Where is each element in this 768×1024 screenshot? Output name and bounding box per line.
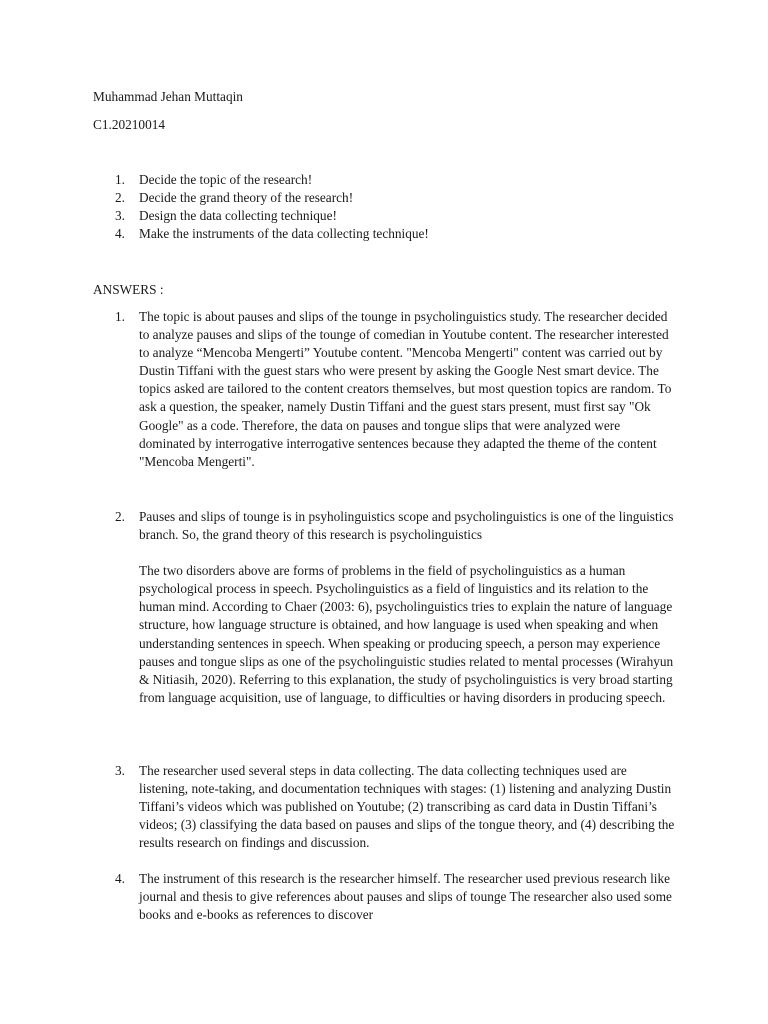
answer-item <box>93 508 683 707</box>
answer-paragraph: The two disorders above are forms of problems in the field of psycholinguistics as a human psychological process in speech. Psycholinguistics as a field of linguistics and its relation to the human mind. According to Chaer (2003: 6), psycholinguistics tries to explain the nature of language structure, how language structure is obtained, and how language is used when speaking and when understanding sentences in speech. When speaking or producing speech, a person may experience pauses and tongue slips as one of the psycholinguistic studies related to mental processes (Wirahyun & Nitiasih, 2020). Referring to this explanation, the study of psycholinguistics is very broad starting from language acquisition, use of language, to difficulties or having disorders in producing speech. <box>139 563 674 705</box>
student-id: C1.20210014 <box>93 117 166 132</box>
task-number: 1. <box>115 172 125 187</box>
answer-paragraph: The researcher used several steps in data collecting. The data collecting techniques used are listening, note-taking, and documentation techniques with stages: (1) listening and analyzing Dustin Tiffani’s videos which was published on Youtube; (2) transcribing as card data in Dustin Tiffani’s videos; (3) classifying the data based on pauses and slips of the tongue theory, and (4) describing the results research on findings and discussion. <box>139 763 675 851</box>
answer-number: 1. <box>115 309 125 324</box>
task-text: Make the instruments of the data collecting technique! <box>139 226 429 242</box>
task-text: Decide the topic of the research! <box>139 172 313 187</box>
answer-item <box>93 308 683 471</box>
task-item <box>93 207 683 225</box>
task-list <box>93 171 683 243</box>
answer-paragraph: The instrument of this research is the researcher himself. The researcher used previous research like journal and thesis to give references about pauses and slips of tounge The researcher also used some books and e-books as references to discover <box>139 871 672 923</box>
task-text: Design the data collecting technique! <box>139 208 337 224</box>
answers-heading: ANSWERS : <box>93 282 164 297</box>
author-name: Muhammad Jehan Muttaqin <box>93 89 243 104</box>
task-number: 4. <box>115 226 125 242</box>
task-text: Decide the grand theory of the research! <box>139 190 354 206</box>
task-item <box>93 225 683 243</box>
task-number: 3. <box>115 208 125 224</box>
answer-paragraph: The topic is about pauses and slips of the tounge in psycholinguistics study. The researcher decided to analyze pauses and slips of the tounge of comedian in Youtube content. The researcher interested to analyze “Mencoba Mengerti” Youtube content. "Mencoba Mengerti" content was carried out by Dustin Tiffani with the guest stars who were present by asking the Google Nest smart device. The topics asked are tailored to the content creators themselves, but most question topics are random. To ask a question, the speaker, namely Dustin Tiffani and the guest stars present, must first say "Ok Google" as a code. Therefore, the data on pauses and tongue slips that were analyzed were dominated by interrogative interrogative sentences because they adapted the theme of the content "Mencoba Mengerti". <box>139 309 672 469</box>
task-number: 2. <box>115 190 125 206</box>
answer-number: 3. <box>115 763 125 778</box>
answer-paragraph: Pauses and slips of tounge is in psyholinguistics scope and psycholinguistics is one of the linguistics branch. So, the grand theory of this research is psycholinguistics <box>139 509 674 543</box>
answer-item <box>93 870 683 924</box>
answer-item <box>93 762 683 852</box>
answer-number: 4. <box>115 871 125 886</box>
task-item <box>93 171 683 189</box>
task-item <box>93 189 683 207</box>
answer-number: 2. <box>115 509 125 524</box>
